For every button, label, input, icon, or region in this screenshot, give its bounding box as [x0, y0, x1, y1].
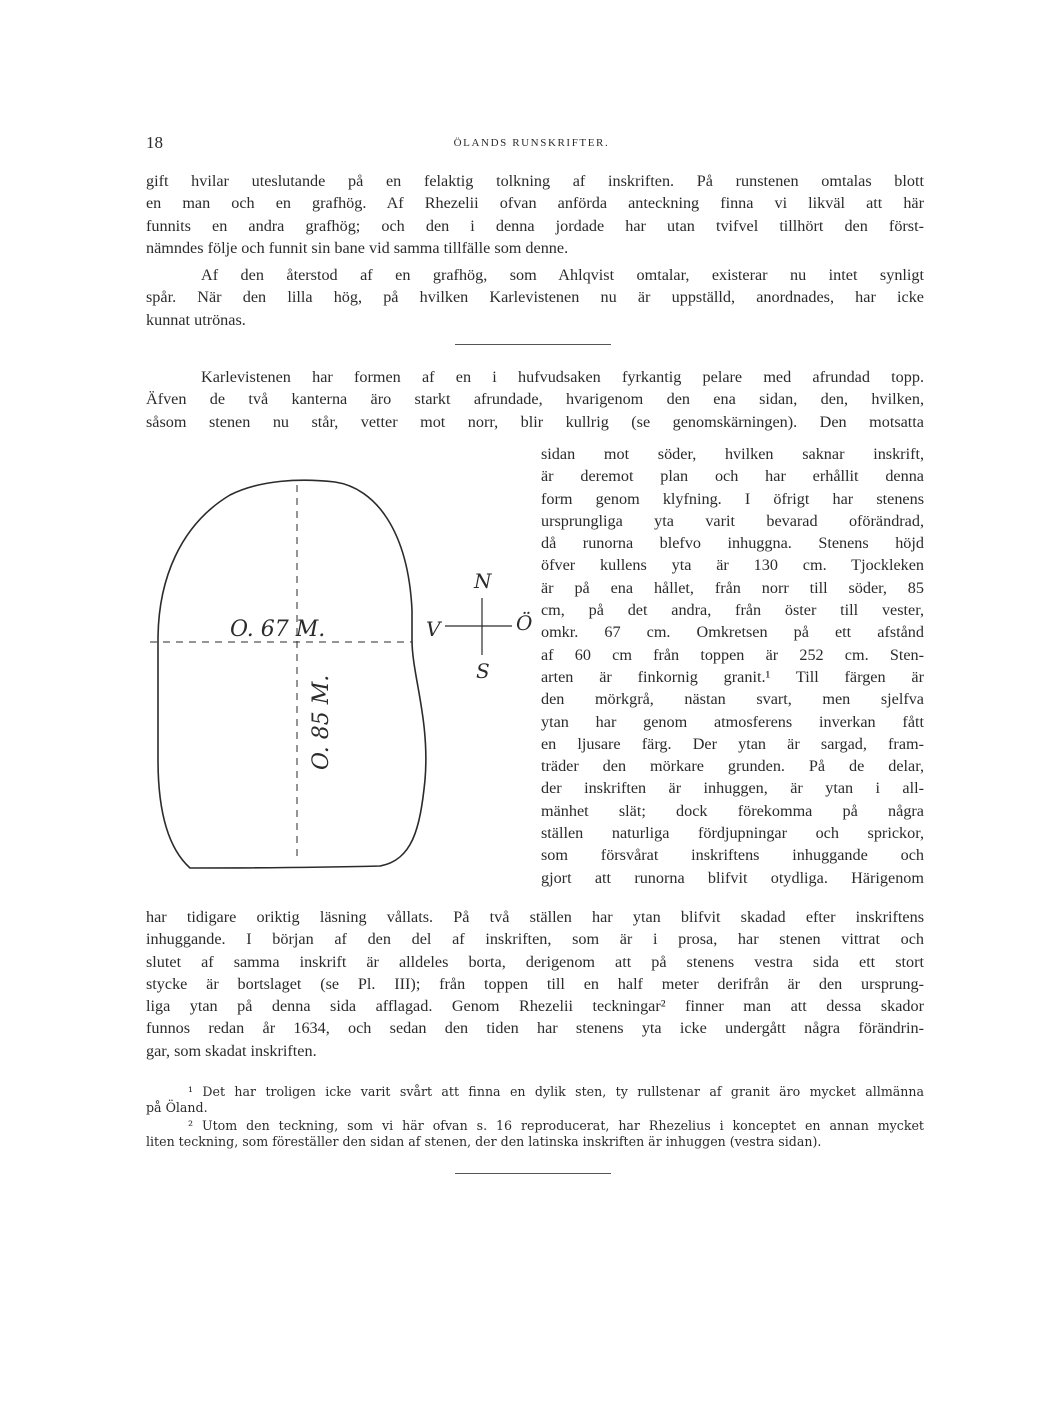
stone-outline [158, 480, 426, 868]
text-line: spår. När den lilla hög, på hvilken Karlevistenen nu är uppställd, anordnades, har icke [146, 288, 924, 307]
text-line: Karlevistenen har formen af en i hufvudsaken fyrkantig pelare med afrundad topp. [201, 368, 924, 386]
text-line: såsom stenen nu står, vetter mot norr, blir kullrig (se genomskärningen). Den motsatta [146, 412, 924, 431]
text-line: af 60 cm från toppen är 252 cm. Sten- [541, 645, 924, 664]
height-label: O. 85 M. [309, 674, 334, 770]
text-line: har tidigare oriktig läsning vållats. På två ställen har ytan blifvit skadad efter inskriftens [146, 908, 924, 926]
text-line: Äfven de två kanterna äro starkt afrundade, hvarigenom den ena sidan, den, hvilken, [146, 390, 924, 409]
footnote-line: ¹ Det har troligen icke varit svårt att finna en dylik sten, ty rullstenar af granit äro mycket allmänna [188, 1084, 924, 1099]
text-line: en ljusare färg. Der ytan är sargad, fram- [541, 734, 924, 753]
text-line: cm, på det andra, från öster till vester, [541, 601, 924, 620]
text-line: arten är finkornig granit.¹ Till färgen är [541, 667, 924, 686]
paragraph-3 [146, 366, 924, 433]
footer-divider [455, 1173, 611, 1174]
page-number: 18 [146, 133, 163, 152]
compass-north-label: N [474, 569, 492, 593]
text-line: gjort att runorna blifvit otydliga. Härigenom [541, 868, 924, 887]
text-line: ytan har genom atmosferens inverkan fått [541, 712, 924, 731]
text-line: inhuggande. I början af den del af inskriften, som är i prosa, har stenen vittrat och [146, 930, 924, 949]
text-line: funnos redan år 1634, och sedan den tiden har stenens yta icke undergått några förändrin- [146, 1019, 924, 1038]
footnote-line: på Öland. [146, 1100, 208, 1115]
footnote-line: ² Utom den teckning, som vi här ofvan s. 16 reproducerat, har Rhezelius i konceptet en annan mycket [188, 1118, 924, 1133]
text-line: den mörkgrå, nästan svart, men sjelfva [541, 690, 924, 709]
footnote-line: liten teckning, som föreställer den sidan af stenen, der den latinska inskriften är inhuggen (vestra sidan). [146, 1134, 822, 1149]
text-line: stycke är bortslaget (se Pl. III); från toppen till en half meter derifrån är den ursprung- [146, 974, 924, 993]
text-line: gift hvilar uteslutande på en felaktig tolkning af inskriften. På runstenen omtalas blott [146, 172, 924, 190]
text-line: gar, som skadat inskriften. [146, 1041, 317, 1060]
text-line: är deremot plan och har erhållit denna [541, 467, 924, 486]
paragraph-5 [146, 906, 924, 1062]
paragraph-1 [146, 170, 924, 259]
running-title: ÖLANDS RUNSKRIFTER. [453, 137, 610, 149]
text-line: Af den återstod af en grafhög, som Ahlqvist omtalar, existerar nu intet synligt [201, 266, 924, 284]
text-line: är på ena hållet, från norr till söder, 85 [541, 578, 924, 597]
text-line: der inskriften är inhuggen, är ytan i all- [541, 779, 924, 798]
text-line: liga ytan på denna sida afflagad. Genom Rhezelii teckningar² finner man att dessa skador [146, 997, 924, 1016]
text-line: öfver kullens yta är 130 cm. Tjockleken [541, 556, 924, 575]
text-line: nämndes följe och funnit sin bane vid samma tillfälle som denne. [146, 238, 569, 257]
paragraph-4-wrapped [541, 443, 924, 889]
text-line: funnits en andra grafhög; och den i denna jordade har utan tvifvel tillhört den först- [146, 216, 924, 235]
footnote-2 [146, 1118, 924, 1150]
footnote-1 [146, 1084, 924, 1116]
compass-south-label: S [476, 659, 490, 683]
text-line: kunnat utrönas. [146, 310, 246, 329]
section-divider [455, 344, 611, 345]
text-line: då runorna blefvo inhuggna. Stenens höjd [541, 534, 924, 553]
compass-east-label: Ö [516, 611, 533, 635]
text-line: sidan mot söder, hvilken saknar inskrift, [541, 445, 924, 463]
text-line: omkr. 67 cm. Omkretsen på ett afstånd [541, 623, 924, 642]
text-line: mänhet slät; dock förekomma på några [541, 801, 924, 820]
text-line: form genom klyfning. I öfrigt har stenens [541, 489, 924, 508]
text-line: som försvårat inskriftens inhuggande och [541, 846, 924, 865]
paragraph-2 [146, 264, 924, 331]
text-line: en man och en grafhög. Af Rhezelii ofvan anförda anteckning finna vi likväl att här [146, 194, 924, 213]
text-line: träder den mörkare grunden. På de delar, [541, 757, 924, 776]
stone-cross-section-figure [150, 470, 540, 890]
text-line: ställen naturliga fördjupningar och sprickor, [541, 824, 924, 843]
text-line: slutet af samma inskrift är alldeles borta, derigenom att på stenens vestra sida ett stort [146, 952, 924, 971]
width-label: O. 67 M. [230, 617, 326, 642]
text-line: ursprungliga yta varit bevarad oförändrad, [541, 511, 924, 530]
compass-west-label: V [426, 617, 441, 641]
